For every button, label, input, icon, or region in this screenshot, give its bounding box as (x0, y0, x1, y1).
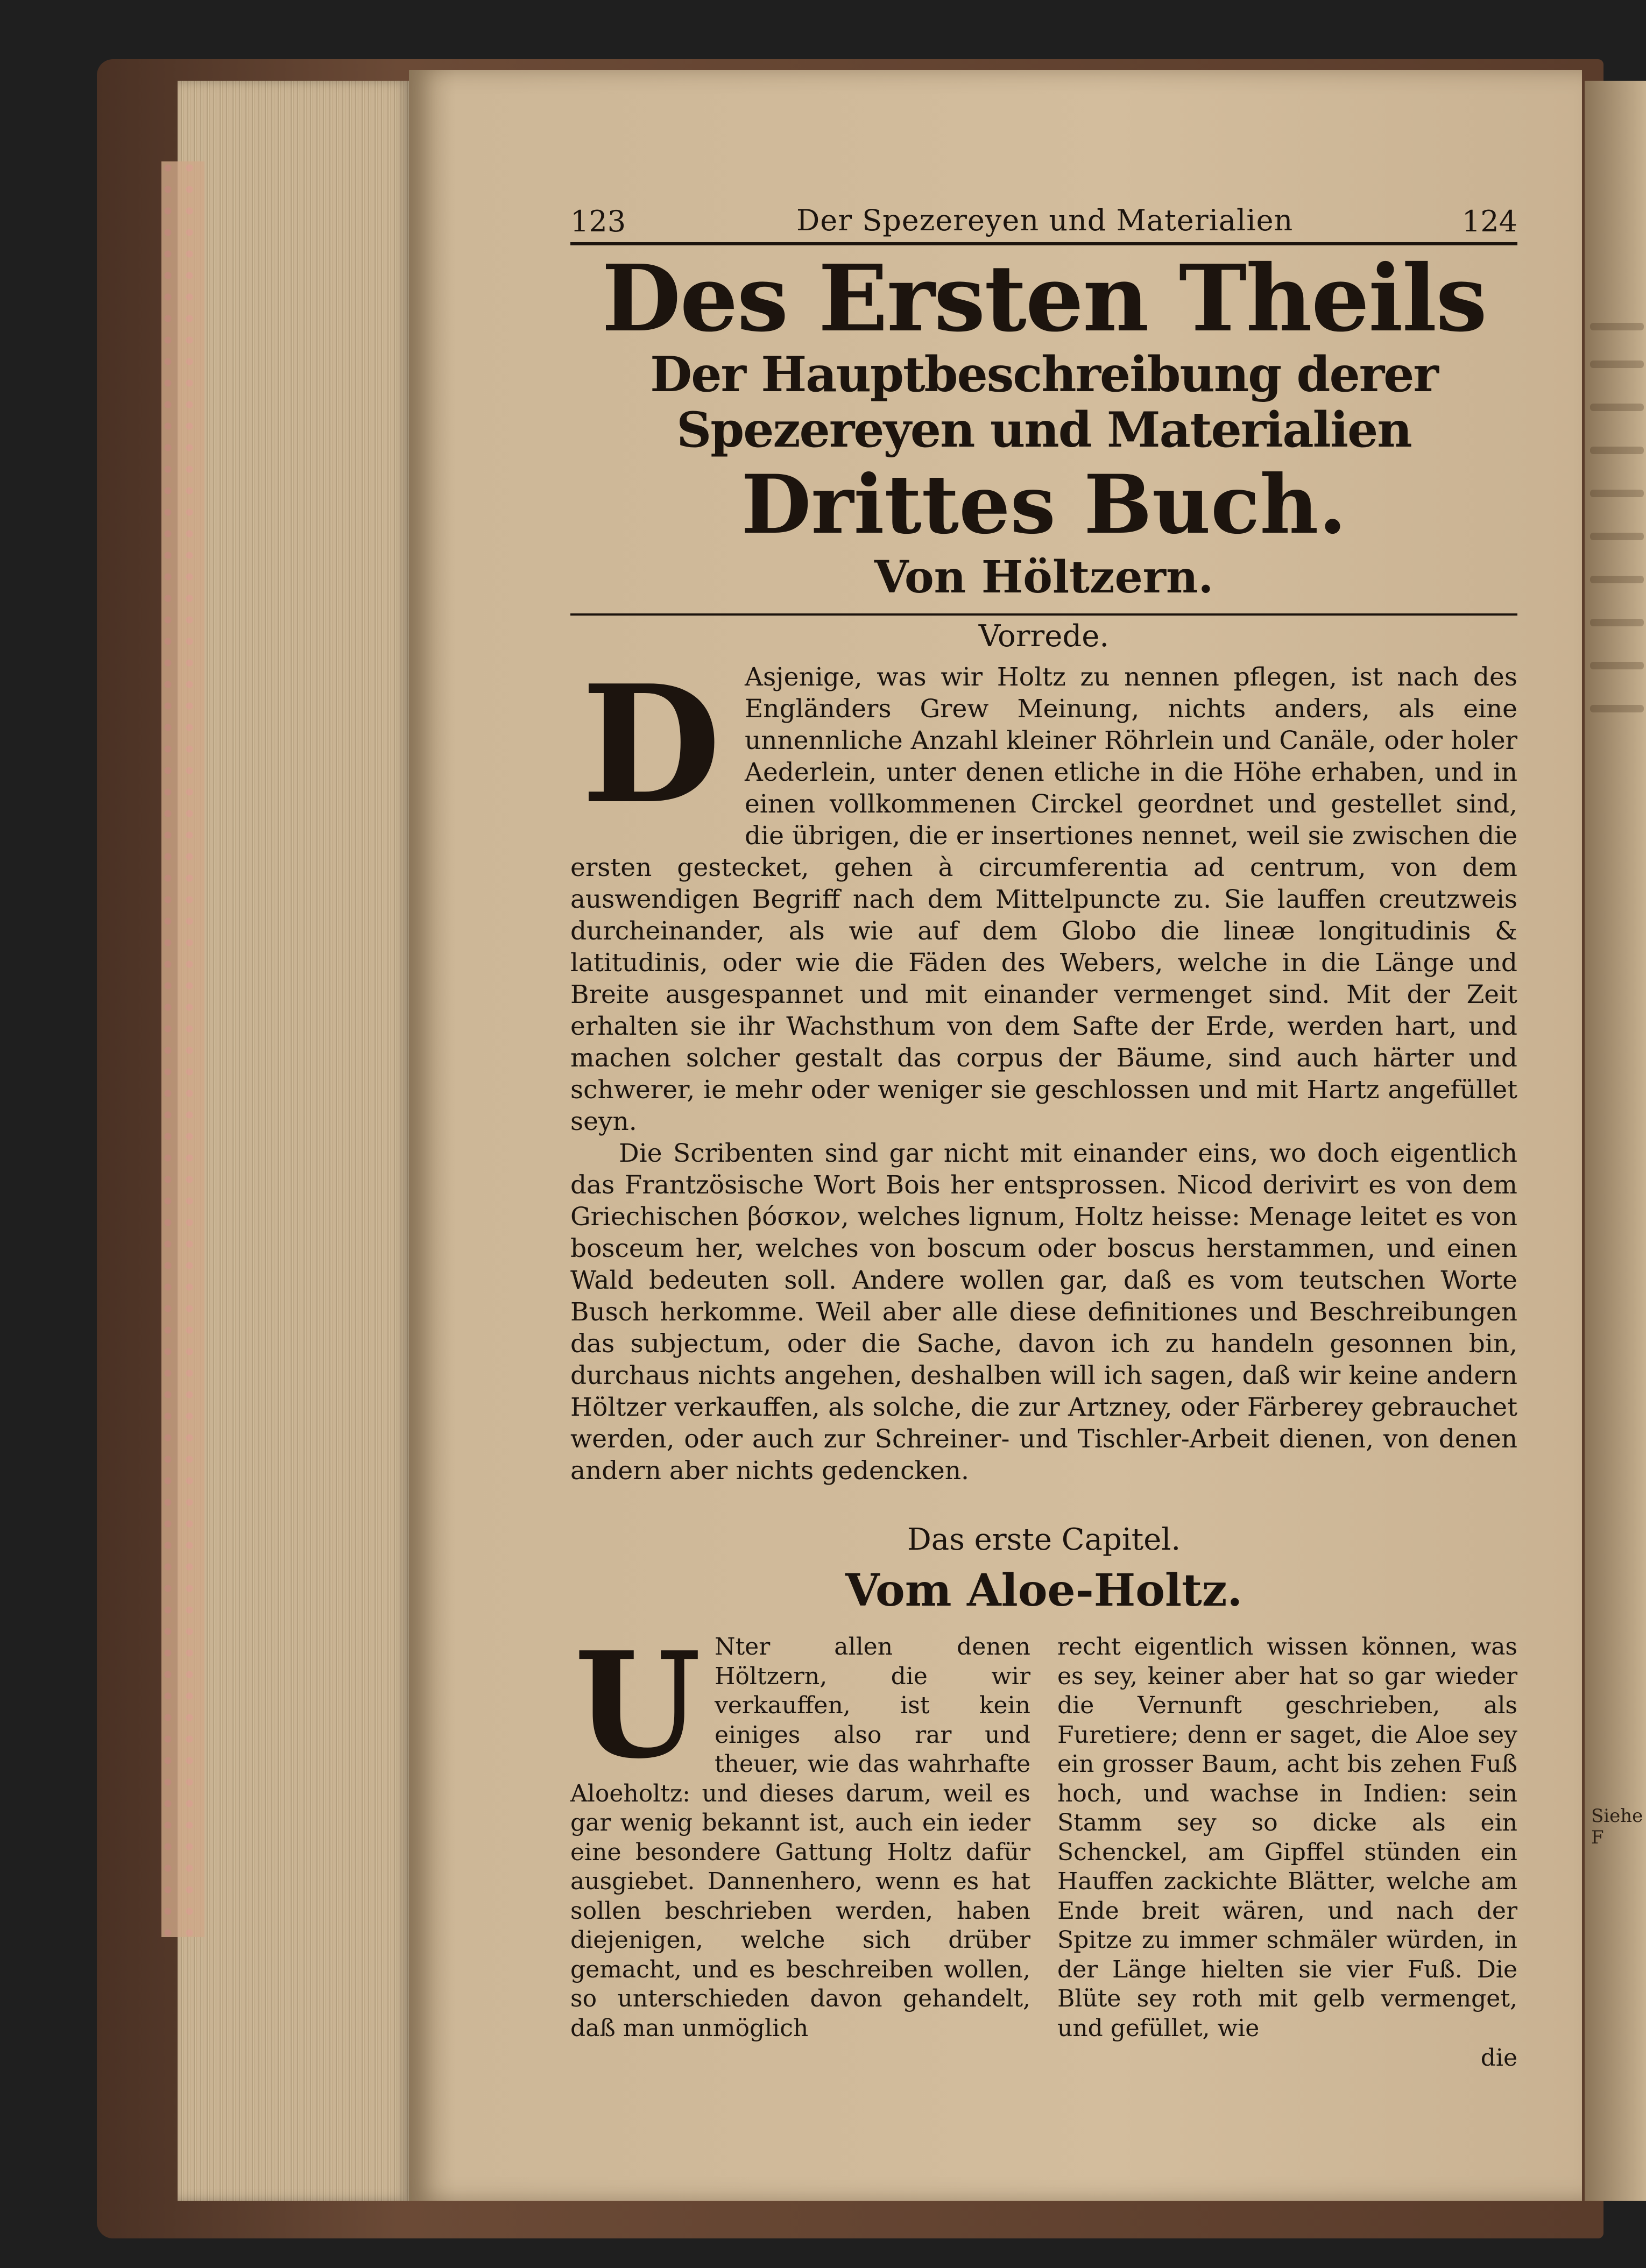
ghost-line (1590, 576, 1644, 583)
book-heading: Drittes Buch. (741, 457, 1347, 552)
ghost-line (1590, 662, 1644, 669)
part-heading: Des Ersten Theils (602, 245, 1486, 352)
ghost-line (1590, 447, 1644, 454)
page-number-right: 124 (1461, 204, 1517, 238)
ghost-line (1590, 361, 1644, 368)
column-right-text: recht eigentlich wissen können, was es sey, keiner aber hat so gar wieder die Vernunft geschrieben, als Furetiere; denn er saget, die Aloe sey ein grosser Baum, acht bis zehen Fuß hoch, und wachse in Indien: sein Stamm sey so dicke als ein Schenckel, am Gipffel stünden ein Hauffen zackichte Blätter, welche am Ende breit wären, und nach der Spitze zu immer schmäler würden, in der Länge hielten sie vier Fuß. Die Blüte sey roth mit gelb vermenget, und gefüllet, wie (1057, 1633, 1517, 2042)
chapter-columns (570, 1620, 1517, 2072)
ghost-line (1590, 533, 1644, 540)
margin-note: Siehe F (1591, 1805, 1643, 1848)
facing-page-edge (1585, 81, 1646, 2201)
ghost-line (1590, 490, 1644, 497)
section-rule (570, 613, 1517, 616)
drop-cap-d: D (581, 649, 722, 840)
chapter-label: Das erste Capitel. (907, 1522, 1181, 1558)
page-number-left: 123 (570, 204, 626, 238)
drop-cap-u: U (574, 1620, 701, 1791)
column-left-text: Nter allen denen Höltzern, die wir verkauffen, ist kein einiges also rar und theuer, wie das wahrhafte Aloeholtz: und dieses darum, weil es gar wenig bekannt ist, auch ein ieder eine besondere Gattung Holtz dafür ausgiebet. Dannenhero, wenn es hat sollen beschrieben werden, haben diejenigen, welche sich drüber gemacht, und es beschreiben wollen, so unterschieden davon gehandelt, daß man unmöglich (570, 1633, 1030, 2042)
preface-body (570, 649, 1517, 1487)
ghost-line (1590, 323, 1644, 330)
subtitle-heading: Der Hauptbeschreibung derer Spezereyen und Materialien (650, 345, 1438, 458)
ghost-line (1590, 404, 1644, 411)
preface-paragraph-1: Asjenige, was wir Holtz zu nennen pflegen, ist nach des Engländers Grew Meinung, nichts anders, als eine unnennliche Anzahl kleiner Röhrlein und Canäle, oder holer Aederlein, unter denen etliche in die Höhe erhaben, und in einen vollkommenen Circkel geordnet und gestellet sind, die übrigen, die er insertiones nennet, weil sie zwischen die ersten gestecket, gehen à circumferentia ad centrum, von dem auswendigen Begriff nach dem Mittelpuncte zu. Sie lauffen creutzweis durcheinander, als wie auf dem Globo die lineæ longitudinis & latitudinis, oder wie die Fäden des Webers, welche in die Länge und Breite ausgespannet und mit einander vermenget sind. Mit der Zeit erhalten sie ihr Wachsthum von dem Safte der Erde, werden hart, und machen solcher gestalt das corpus der Bäume, sind auch härter und schwerer, ie mehr oder weniger sie geschlossen und mit Hartz angefüllet seyn. (570, 662, 1517, 1137)
preface-paragraph-2: Die Scribenten sind gar nicht mit einander eins, wo doch eigentlich das Frantzösische Wort Bois her entsprossen. Nicod derivirt es von dem Griechischen βόσκον, welches lignum, Holtz heisse: Menage leitet es von bosceum her, welches von boscum oder boscus herstammen, und einen Wald bedeuten soll. Andere wollen gar, daß es vom teutschen Worte Busch herkomme. Weil aber alle diese definitiones und Beschreibungen das subjectum, oder die Sache, davon ich zu handeln gesonnen bin, durchaus nichts angehen, deshalben will ich sagen, daß wir keine andern Höltzer verkauffen, als solche, die zur Artzney, oder Färberey gebrauchet werden, oder auch zur Schreiner- und Tischler-Arbeit dienen, von denen andern aber nichts gedencken. (570, 1139, 1517, 1486)
ghost-line (1590, 619, 1644, 626)
topic-heading: Von Höltzern. (874, 552, 1214, 603)
ghost-line (1590, 705, 1644, 712)
catchword: die (1480, 2044, 1517, 2072)
column-right (1057, 1633, 1517, 2072)
preface-heading: Vorrede. (978, 619, 1110, 654)
column-left (570, 1620, 1030, 2072)
page-stack (178, 81, 409, 2201)
speckled-edge (161, 161, 204, 1937)
running-title: Der Spezereyen und Materialien (796, 203, 1294, 237)
page-text (570, 199, 1517, 2072)
chapter-title: Vom Aloe-Holtz. (845, 1565, 1243, 1617)
running-head (570, 199, 1517, 242)
